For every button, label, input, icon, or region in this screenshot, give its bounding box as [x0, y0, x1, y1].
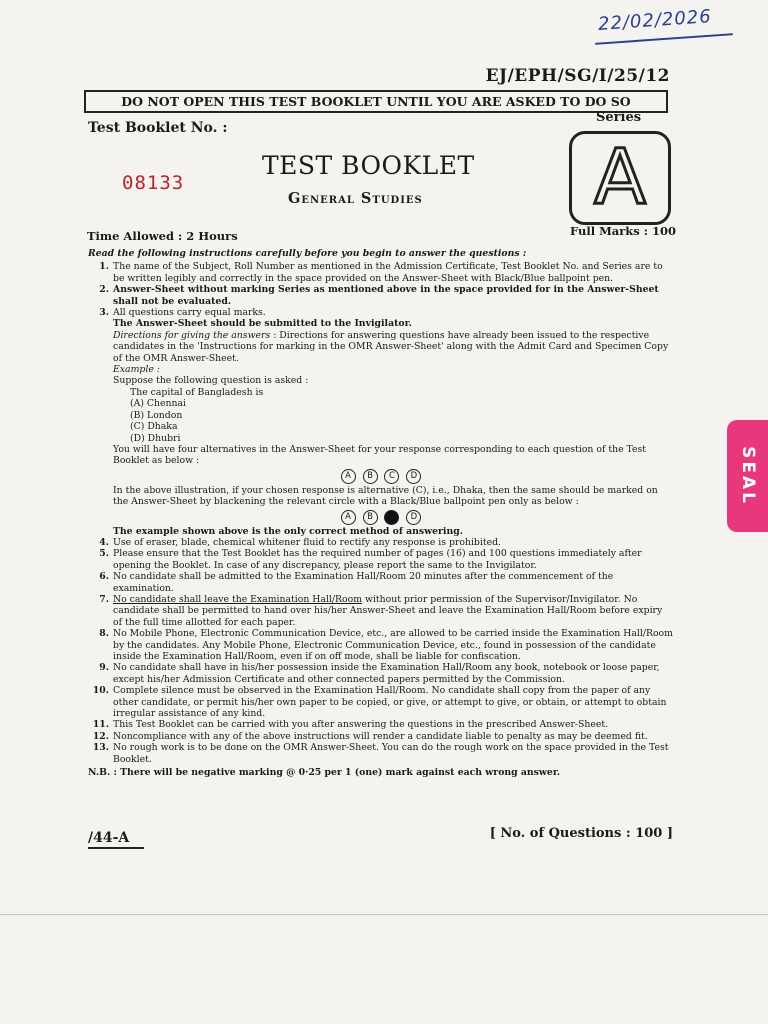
negative-marking-note: N.B. : There will be negative marking @ 0·25 per 1 (one) mark against each wrong answer.	[88, 767, 561, 779]
instructions-intro: Read the following instructions carefully before you begin to answer the questions :	[88, 248, 527, 259]
series-box	[569, 131, 671, 225]
correct-method-note: The example shown above is the only correct method of answering.	[113, 525, 463, 537]
page-subtitle: General Studies	[288, 190, 423, 207]
warning-banner: DO NOT OPEN THIS TEST BOOKLET UNTIL YOU ARE ASKED TO DO SO	[84, 90, 668, 113]
time-allowed: Time Allowed : 2 Hours	[87, 229, 238, 243]
bubble-c-filled: C	[384, 510, 399, 525]
page-number-underline	[88, 847, 144, 849]
page-number: /44-A	[88, 830, 130, 846]
series-letter: A	[594, 132, 646, 221]
example-option: (D) Dhubri	[130, 432, 181, 444]
list-item: 10. Complete silence must be observed in the Examination Hall/Room. No candidate shall copy from the paper of any other candidate, or permit his/her own paper to be copied, or give, or attempt to give, or obtain, or attempt to obtain irregular assistance of any kind.	[92, 685, 667, 720]
handwritten-date: 22/02/2026	[597, 6, 713, 35]
seal-tab	[727, 420, 768, 532]
list-item: 3. All questions carry equal marks.	[99, 307, 266, 319]
bubble-c: C	[384, 469, 399, 484]
list-item: 8. No Mobile Phone, Electronic Communication Device, etc., are allowed to be carried inside the Examination Hall/Room by the candidates. Any Mobile Phone, Electronic Communication Device, etc., found in possession of the candidate inside the Examination Hall/Room, even if on off mode, shall be liable for confiscation.	[99, 628, 673, 662]
illustration-note: In the above illustration, if your chosen response is alternative (C), i.e., Dhaka, then the same should be marked on the Answer-Sheet by blackening the relevant circle with a Black/Blue ballpoint pen only as below :	[113, 484, 658, 508]
bubble-a: A	[341, 469, 356, 484]
list-item: 11. This Test Booklet can be carried with you after answering the questions in the prescribed Answer-Sheet.	[92, 719, 609, 731]
list-item: 9. No candidate shall have in his/her possession inside the Examination Hall/Room any book, notebook or loose paper, except his/her Admission Certificate and other connected papers permitted by the Commission.	[99, 662, 660, 685]
list-item: 5. Please ensure that the Test Booklet has the required number of pages (16) and 100 questions immediately after opening the Booklet. In case of any discrepancy, please report the same to the Invigilator.	[99, 548, 642, 571]
example-label: Example :	[113, 364, 160, 376]
bubble-b: B	[363, 510, 378, 525]
series-label: Series	[596, 110, 642, 125]
booklet-code: EJ/EPH/SG/I/25/12	[485, 66, 670, 86]
number-of-questions: [ No. of Questions : 100 ]	[489, 826, 673, 841]
full-marks: Full Marks : 100	[570, 224, 677, 238]
list-item: 7. No candidate shall leave the Examination Hall/Room without prior permission of the Supervisor/Invigilator. No candidate shall be permitted to hand over his/her Answer-Sheet and leave the Examination Hall/Room before expiry of the full time allotted for each paper.	[99, 593, 663, 628]
bubble-d: D	[406, 510, 421, 525]
page-title: TEST BOOKLET	[262, 151, 475, 180]
example-option: (B) London	[130, 409, 183, 421]
booklet-number-label: Test Booklet No. :	[88, 120, 228, 136]
list-item: 6. No candidate shall be admitted to the Examination Hall/Room 20 minutes after the commencement of the examination.	[99, 571, 614, 594]
list-item: 2. Answer-Sheet without marking Series as mentioned above in the space provided for in the Answer-Sheet shall not be evaluated.	[99, 284, 659, 307]
answer-bubbles-marked	[88, 510, 674, 525]
page-edge-line	[0, 914, 768, 915]
list-item: 4. Use of eraser, blade, chemical whitener fluid to rectify any response is prohibited.	[99, 536, 501, 548]
example-option: (A) Chennai	[130, 398, 187, 410]
alternatives-note: You will have four alternatives in the Answer-Sheet for your response corresponding to each question of the Test Booklet as below :	[113, 443, 647, 467]
list-item: 1. The name of the Subject, Roll Number as mentioned in the Admission Certificate, Test Booklet No. and Series are to be written legibly and correctly in the space provided on the Answer-Sheet with Black/Blue ballpoint pen.	[99, 261, 663, 284]
bubble-d: D	[406, 469, 421, 484]
answer-bubbles-empty	[88, 469, 674, 484]
instructions	[88, 248, 674, 778]
list-item: 13. No rough work is to be done on the OMR Answer-Sheet. You can do the rough work on the space provided in the Test Booklet.	[92, 742, 669, 765]
bubble-a: A	[341, 510, 356, 525]
seal-label: SEAL	[737, 446, 758, 506]
date-underline	[595, 33, 733, 45]
example-option: (C) Dhaka	[130, 421, 178, 433]
directions-note: Directions for giving the answers : Directions for answering questions have already been issued to the respective candidates in the 'Instructions for marking in the OMR Answer-Sheet' along with the Admit Card and Specimen Copy of the OMR Answer-Sheet.	[113, 329, 669, 364]
example-stem: The capital of Bangladesh is	[130, 386, 264, 398]
example-question: Suppose the following question is asked :	[113, 375, 309, 387]
bubble-b: B	[363, 469, 378, 484]
list-item: 12. Noncompliance with any of the above instructions will render a candidate liable to penalty as may be deemed fit.	[92, 730, 648, 742]
submit-note: The Answer-Sheet should be submitted to the Invigilator.	[113, 318, 412, 330]
booklet-number: 08133	[122, 172, 185, 194]
